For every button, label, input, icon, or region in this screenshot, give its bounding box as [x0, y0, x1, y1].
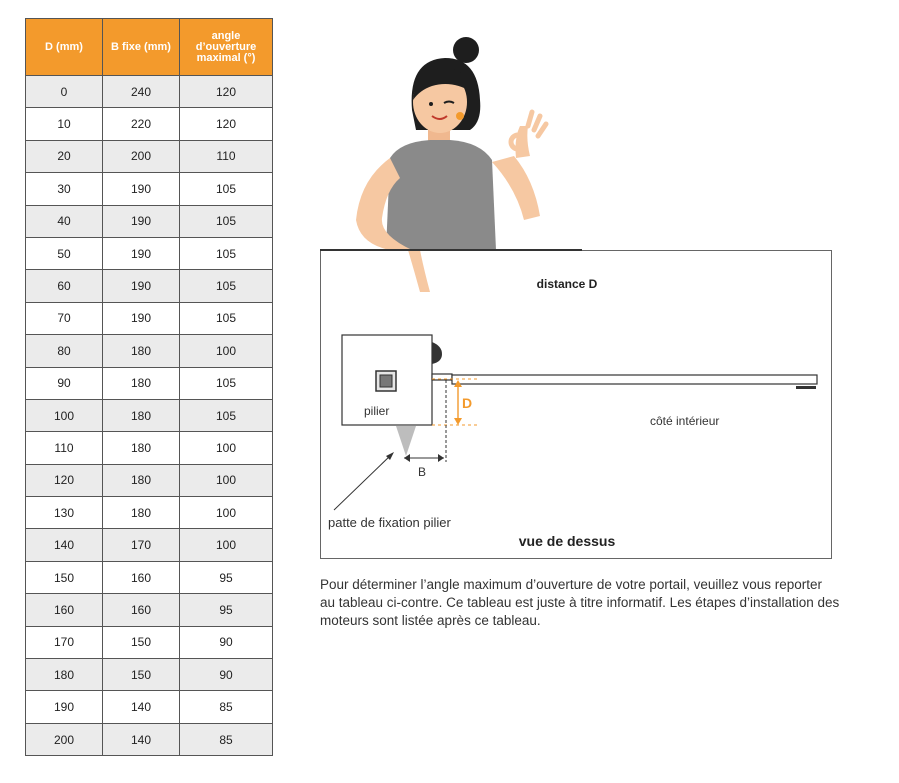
table-row	[26, 561, 273, 593]
cell-angle: 85	[180, 691, 273, 723]
cell-angle: 100	[180, 464, 273, 496]
cell-angle: 105	[180, 399, 273, 431]
table-row	[26, 76, 273, 108]
cell-b: 150	[103, 626, 180, 658]
table-row	[26, 302, 273, 334]
cell-angle: 90	[180, 659, 273, 691]
bracket-label: patte de fixation pilier	[328, 515, 451, 530]
cell-d: 30	[26, 173, 103, 205]
table-header-row	[26, 19, 273, 76]
cell-b: 180	[103, 464, 180, 496]
cell-angle: 105	[180, 237, 273, 269]
table-row	[26, 399, 273, 431]
cell-angle: 110	[180, 140, 273, 172]
cell-b: 190	[103, 173, 180, 205]
cell-b: 160	[103, 594, 180, 626]
cell-b: 170	[103, 529, 180, 561]
cell-angle: 85	[180, 723, 273, 755]
cell-d: 40	[26, 205, 103, 237]
cell-angle: 90	[180, 626, 273, 658]
cell-angle: 105	[180, 270, 273, 302]
table-row	[26, 464, 273, 496]
illustration-svg	[320, 30, 835, 565]
header-angle: angle d’ouverture maximal (°)	[180, 19, 273, 76]
cell-b: 140	[103, 691, 180, 723]
cell-d: 120	[26, 464, 103, 496]
data-table	[25, 18, 273, 756]
cell-d: 100	[26, 399, 103, 431]
cell-angle: 105	[180, 367, 273, 399]
cell-b: 150	[103, 659, 180, 691]
table-row	[26, 659, 273, 691]
cell-angle: 120	[180, 108, 273, 140]
pillar-label: pilier	[364, 404, 390, 418]
gate-leaf	[452, 375, 817, 384]
inside-label: côté intérieur	[650, 414, 720, 428]
cell-d: 70	[26, 302, 103, 334]
table-row	[26, 626, 273, 658]
cell-d: 110	[26, 432, 103, 464]
cell-b: 190	[103, 302, 180, 334]
cell-d: 20	[26, 140, 103, 172]
cell-angle: 105	[180, 205, 273, 237]
cell-d: 50	[26, 237, 103, 269]
header-d: D (mm)	[26, 19, 103, 76]
cell-b: 180	[103, 432, 180, 464]
cell-d: 140	[26, 529, 103, 561]
table-row	[26, 497, 273, 529]
table-row	[26, 594, 273, 626]
cell-angle: 95	[180, 594, 273, 626]
cell-d: 180	[26, 659, 103, 691]
cell-b: 190	[103, 205, 180, 237]
cell-b: 190	[103, 237, 180, 269]
cell-b: 240	[103, 76, 180, 108]
cell-b: 180	[103, 335, 180, 367]
b-label: B	[418, 465, 427, 479]
cell-angle: 95	[180, 561, 273, 593]
cell-angle: 100	[180, 432, 273, 464]
cell-d: 10	[26, 108, 103, 140]
cell-d: 170	[26, 626, 103, 658]
cell-angle: 100	[180, 529, 273, 561]
table-row	[26, 691, 273, 723]
cell-d: 200	[26, 723, 103, 755]
figure	[320, 30, 835, 565]
table-row	[26, 432, 273, 464]
cell-angle: 105	[180, 302, 273, 334]
cell-angle: 120	[180, 76, 273, 108]
table-row	[26, 205, 273, 237]
table-row	[26, 237, 273, 269]
cell-b: 160	[103, 561, 180, 593]
cell-d: 130	[26, 497, 103, 529]
table-row	[26, 367, 273, 399]
cell-d: 150	[26, 561, 103, 593]
cell-d: 60	[26, 270, 103, 302]
d-label: D	[462, 395, 473, 411]
table-row	[26, 529, 273, 561]
header-b: B fixe (mm)	[103, 19, 180, 76]
table-body	[26, 76, 273, 756]
table-row	[26, 140, 273, 172]
cell-b: 180	[103, 367, 180, 399]
cell-b: 220	[103, 108, 180, 140]
cell-angle: 100	[180, 335, 273, 367]
cell-b: 180	[103, 399, 180, 431]
cell-d: 90	[26, 367, 103, 399]
cell-d: 190	[26, 691, 103, 723]
table-row	[26, 173, 273, 205]
info-paragraph: Pour déterminer l’angle maximum d’ouverture de votre portail, veuillez vous reporter au tableau ci-contre. Ce tableau est juste à titre informatif. Les étapes d’installation des moteurs sont listée après ce tableau.	[320, 577, 840, 628]
cell-d: 160	[26, 594, 103, 626]
diagram-title: distance D	[536, 277, 598, 291]
table-row	[26, 108, 273, 140]
view-label: vue de dessus	[518, 533, 616, 549]
cell-b: 140	[103, 723, 180, 755]
cell-b: 180	[103, 497, 180, 529]
cell-d: 80	[26, 335, 103, 367]
table-row	[26, 335, 273, 367]
table-row	[26, 270, 273, 302]
cell-b: 200	[103, 140, 180, 172]
opening-angle-table	[25, 18, 272, 756]
cell-d: 0	[26, 76, 103, 108]
cell-angle: 105	[180, 173, 273, 205]
cell-b: 190	[103, 270, 180, 302]
cell-angle: 100	[180, 497, 273, 529]
table-row	[26, 723, 273, 755]
